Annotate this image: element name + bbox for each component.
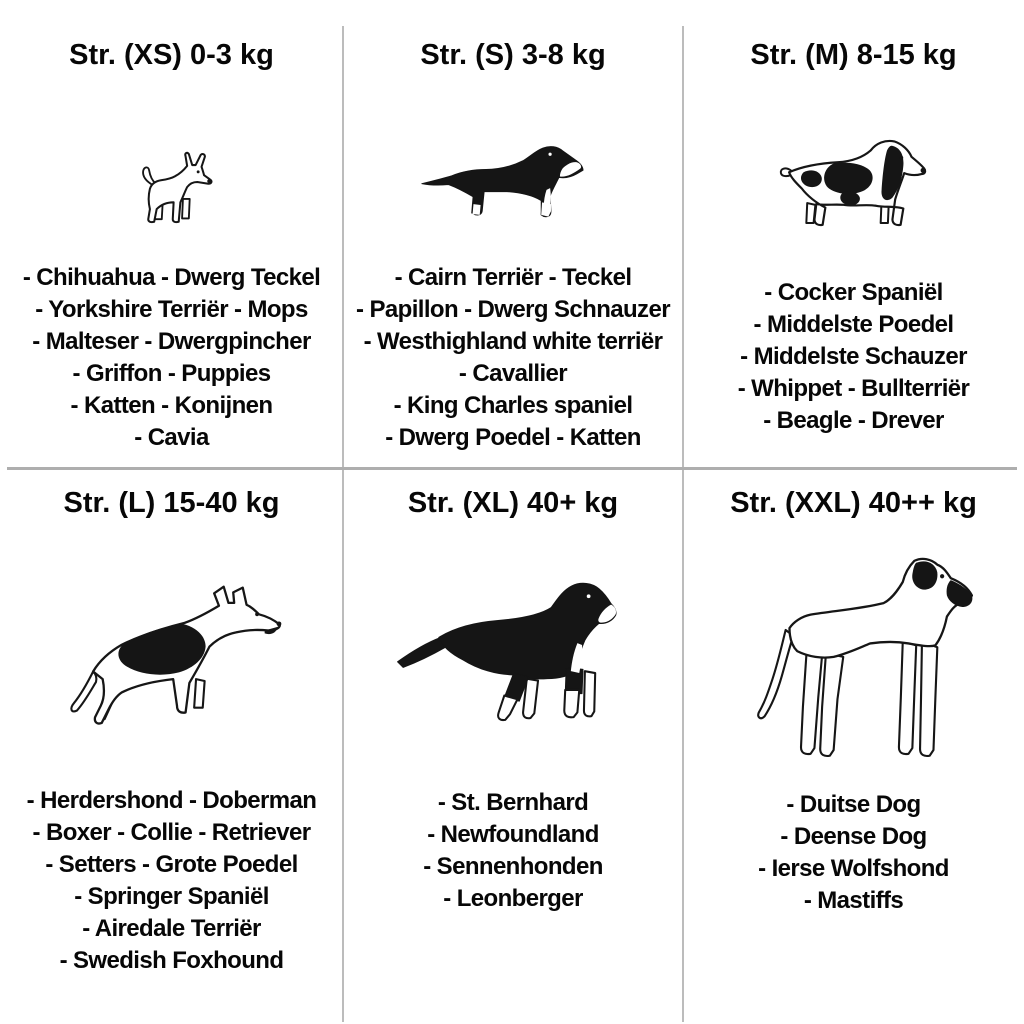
breed-line: - Ierse Wolfshond	[758, 855, 949, 882]
breed-line: - Chihuahua - Dwerg Teckel	[22, 264, 321, 291]
breed-line: - Duitse Dog	[786, 791, 921, 818]
breed-list-xs	[0, 262, 349, 454]
breed-line: - Deense Dog	[780, 823, 927, 850]
duitse-dog-icon	[711, 534, 987, 774]
breed-line: - Katten - Konijnen	[70, 392, 273, 419]
size-title-m: Str. (M) 8-15 kg	[750, 39, 957, 71]
size-cell-xl	[343, 470, 683, 1024]
breed-line: - Griffon - Puppies	[72, 360, 271, 387]
size-cell-xs	[0, 0, 343, 470]
chihuahua-dog-icon	[122, 144, 232, 242]
breed-list-s	[337, 262, 689, 454]
breed-line: - Beagle - Drever	[763, 407, 944, 434]
breed-line: - Boxer - Collie - Retriever	[32, 819, 311, 846]
breed-line: - Herdershond - Doberman	[26, 787, 317, 814]
breed-line: - Cavallier	[458, 360, 568, 387]
breed-line: - Malteser - Dwergpincher	[32, 328, 311, 355]
breed-list-xl	[337, 787, 689, 915]
size-title-l: Str. (L) 15-40 kg	[63, 487, 280, 519]
breed-list-l	[0, 785, 349, 977]
breed-line: - Dwerg Poedel - Katten	[385, 424, 641, 451]
breed-line: - Westhighland white terriër	[363, 328, 663, 355]
herdershond-dog-icon	[52, 580, 302, 742]
breed-line: - Airedale Terriër	[82, 915, 261, 942]
size-cell-m	[683, 0, 1024, 470]
size-title-xxl: Str. (XXL) 40++ kg	[730, 487, 977, 519]
breed-list-xxl	[677, 789, 1024, 917]
breed-line: - Swedish Foxhound	[59, 947, 284, 974]
breed-line: - St. Bernhard	[437, 789, 589, 816]
breed-line: - Setters - Grote Poedel	[45, 851, 298, 878]
teckel-dog-icon	[415, 140, 605, 238]
size-cell-s	[343, 0, 683, 470]
breed-line: - Cocker Spaniël	[764, 279, 943, 306]
breed-line: - Sennenhonden	[423, 853, 603, 880]
breed-line: - Yorkshire Terriër - Mops	[35, 296, 308, 323]
breed-line: - Mastiffs	[803, 887, 904, 914]
breed-line: - Springer Spaniël	[74, 883, 269, 910]
size-cell-l	[0, 470, 343, 1024]
size-title-xs: Str. (XS) 0-3 kg	[69, 39, 274, 71]
breed-line: - King Charles spaniel	[393, 392, 633, 419]
size-cell-xxl	[683, 470, 1024, 1024]
breed-list-m	[677, 277, 1024, 437]
breed-line: - Middelste Poedel	[753, 311, 954, 338]
breed-line: - Cavia	[134, 424, 209, 451]
breed-line: - Cairn Terriër - Teckel	[394, 264, 632, 291]
size-title-s: Str. (S) 3-8 kg	[420, 39, 606, 71]
cocker-spaniel-dog-icon	[775, 116, 941, 252]
size-title-xl: Str. (XL) 40+ kg	[407, 487, 619, 519]
sennenhond-dog-icon	[387, 570, 631, 748]
breed-line: - Leonberger	[443, 885, 583, 912]
breed-line: - Papillon - Dwerg Schnauzer	[356, 296, 670, 323]
breed-line: - Middelste Schauzer	[740, 343, 967, 370]
breed-line: - Newfoundland	[427, 821, 599, 848]
breed-line: - Whippet - Bullterriër	[737, 375, 970, 402]
